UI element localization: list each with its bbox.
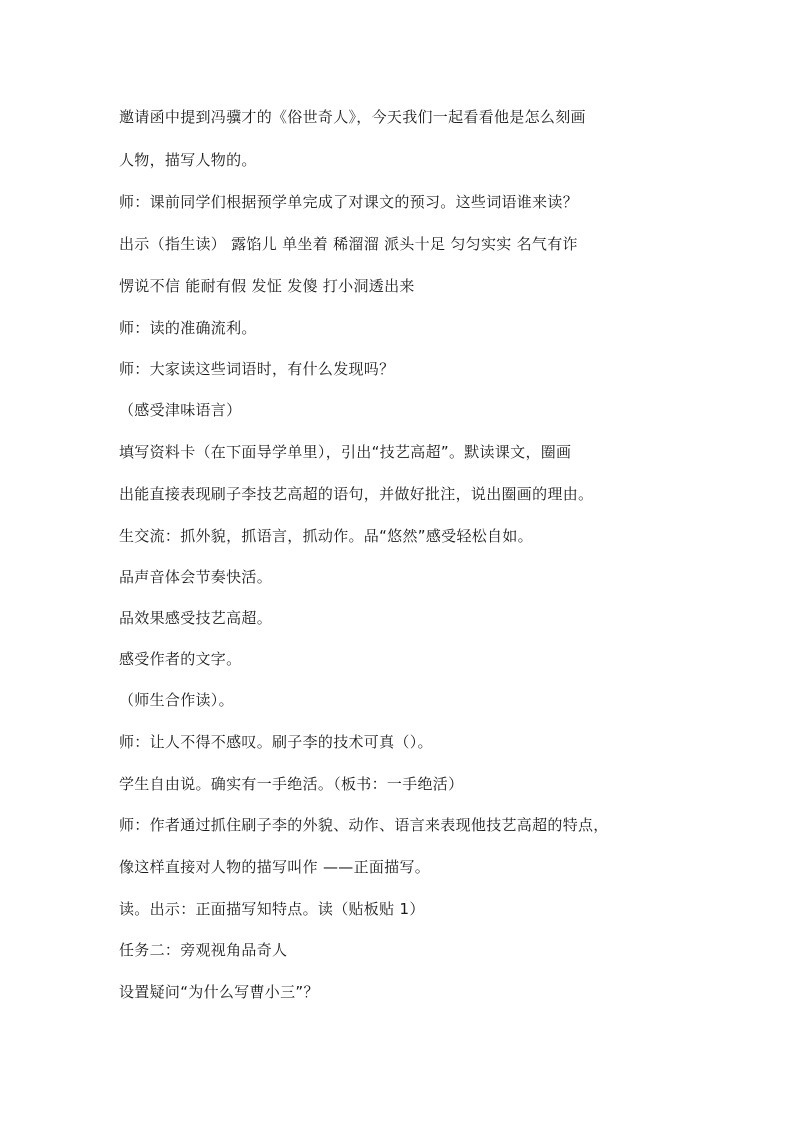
text-line: 出能直接表现刷子李技艺高超的语句，并做好批注，说出圈画的理由。 (119, 485, 594, 503)
text-line: 读。出示：正面描写知特点。读（贴板贴 1） (119, 900, 425, 918)
text-line: 生交流：抓外貌，抓语言，抓动作。品“悠然”感受轻松自如。 (119, 527, 533, 545)
text-line: 品效果感受技艺高超。 (119, 609, 273, 627)
text-line: 人物，描写人物的。 (119, 151, 257, 169)
text-line: 师：大家读这些词语时，有什么发现吗？ (119, 360, 395, 378)
text-line: 任务二：旁观视角品奇人 (119, 941, 288, 959)
text-line: 师：读的准确流利。 (119, 319, 257, 337)
text-line: 邀请函中提到冯骥才的《俗世奇人》，今天我们一起看看他是怎么刻画 (119, 108, 586, 126)
text-line: 师：让人不得不感叹。刷子李的技术可真（）。 (119, 733, 433, 751)
text-line: 像这样直接对人物的描写叫作 ——正面描写。 (119, 858, 431, 876)
text-line: （师生合作读）。 (119, 691, 234, 709)
text-line: 师：课前同学们根据预学单完成了对课文的预习。这些词语谁来读？ (119, 193, 579, 211)
text-line: 品声音体会节奏快活。 (119, 568, 273, 586)
text-line: 师：作者通过抓住刷子李的外貌、动作、语言来表现他技艺高超的特点， (119, 816, 609, 834)
text-line: 感受作者的文字。 (119, 650, 242, 668)
text-line: 愣说不信 能耐有假 发怔 发傻 打小洞透出来 (119, 277, 415, 295)
text-line: 填写资料卡（在下面导学单里），引出“技艺高超”。默读课文，圈画 (119, 443, 572, 461)
text-line: （感受津味语言） (119, 401, 242, 419)
text-line: 学生自由说。确实有一手绝活。（板书：一手绝活） (119, 775, 464, 793)
text-line: 出示（指生读） 露馅儿 单坐着 稀溜溜 派头十足 匀匀实实 名气有诈 (119, 235, 578, 253)
text-line: 设置疑问“为什么写曹小三”？ (119, 983, 319, 1001)
